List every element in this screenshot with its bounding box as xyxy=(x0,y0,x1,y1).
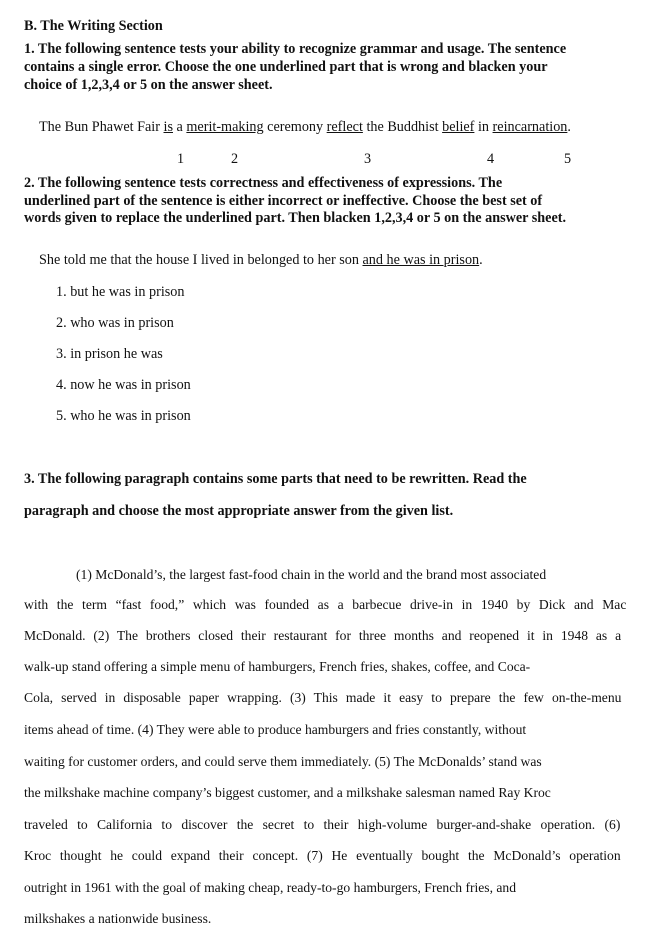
q1-underlined-part-3: reflect xyxy=(326,119,363,135)
q1-underlined-part-1: is xyxy=(163,119,173,135)
q2-instruction-line-2: underlined part of the sentence is either incorrect or ineffective. Choose the best set of xyxy=(24,193,543,209)
q2-option-1: 1. but he was in prison xyxy=(56,284,185,300)
section-title: B. The Writing Section xyxy=(24,18,163,34)
q1-text-5: in xyxy=(474,119,493,135)
q2-option-2: 2. who was in prison xyxy=(56,315,174,331)
paragraph-line-6: items ahead of time. (4) They were able to produce hamburgers and fries constantly, without xyxy=(24,722,527,737)
q1-instruction-line-3: choice of 1,2,3,4 or 5 on the answer sheet. xyxy=(24,77,273,93)
paragraph-line-12: milkshakes a nationwide business. xyxy=(24,911,212,926)
q1-underlined-part-5: reincarnation xyxy=(492,119,568,135)
q3-instruction-line-2: paragraph and choose the most appropriate answer from the given list. xyxy=(24,503,454,519)
q1-underlined-part-2: merit-making xyxy=(186,119,264,135)
q2-instruction-line-3: words given to replace the underlined part. Then blacken 1,2,3,4 or 5 on the answer sheet. xyxy=(24,210,567,226)
q2-underlined-part: and he was in prison xyxy=(362,252,480,268)
paragraph-line-8: the milkshake machine company’s biggest customer, and a milkshake salesman named Ray Kroc xyxy=(24,785,551,800)
q2-instruction-line-1: 2. The following sentence tests correctness and effectiveness of expressions. The xyxy=(24,175,503,191)
paragraph-line-3: McDonald. (2) The brothers closed their restaurant for three months and reopened it in 1948 as a xyxy=(24,628,622,643)
q1-text-3: ceremony xyxy=(263,119,327,135)
paragraph-line-2: with the term “fast food,” which was founded as a barbecue drive-in in 1940 by Dick and Mac xyxy=(24,597,627,612)
q2-option-5: 5. who he was in prison xyxy=(56,408,191,424)
q1-text-4: the Buddhist xyxy=(362,119,443,135)
q1-instruction-line-2: contains a single error. Choose the one underlined part that is wrong and blacken your xyxy=(24,59,548,75)
q1-text-2: a xyxy=(172,119,187,135)
q2-option-3: 3. in prison he was xyxy=(56,346,163,362)
paragraph-line-9: traveled to California to discover the secret to their high-volume burger-and-shake operation. (6) xyxy=(24,817,621,832)
paragraph-line-10: Kroc thought he could expand their concept. (7) He eventually bought the McDonald’s operation xyxy=(24,848,621,863)
q1-underlined-part-4: belief xyxy=(442,119,475,135)
q1-text-1: The Bun Phawet Fair xyxy=(39,119,164,135)
q1-instruction-line-1: 1. The following sentence tests your ability to recognize grammar and usage. The sentence xyxy=(24,41,567,57)
q3-instruction-line-1: 3. The following paragraph contains some parts that need to be rewritten. Read the xyxy=(24,471,527,487)
paragraph-line-11: outright in 1961 with the goal of making cheap, ready-to-go hamburgers, French fries, and xyxy=(24,880,517,895)
paragraph-line-4: walk-up stand offering a simple menu of hamburgers, French fries, shakes, coffee, and Coca- xyxy=(24,659,531,674)
q1-part-number-5: 5 xyxy=(564,151,572,167)
q1-text-6: . xyxy=(567,119,571,135)
q2-option-4: 4. now he was in prison xyxy=(56,377,191,393)
q2-sentence-end: . xyxy=(479,252,483,268)
q2-sentence-text: She told me that the house I lived in belonged to her son xyxy=(39,252,363,268)
q1-part-number-1: 1 xyxy=(177,151,185,167)
paragraph-line-5: Cola, served in disposable paper wrapping. (3) This made it easy to prepare the few on-the-menu xyxy=(24,690,622,705)
q1-part-number-4: 4 xyxy=(487,151,495,167)
paragraph-line-7: waiting for customer orders, and could serve them immediately. (5) The McDonalds’ stand was xyxy=(24,754,542,769)
q1-part-number-3: 3 xyxy=(364,151,372,167)
q2-sentence xyxy=(39,252,483,269)
paragraph-line-1: (1) McDonald’s, the largest fast-food chain in the world and the brand most associated xyxy=(76,567,547,582)
q1-sentence xyxy=(39,119,571,136)
q1-part-number-2: 2 xyxy=(231,151,239,167)
